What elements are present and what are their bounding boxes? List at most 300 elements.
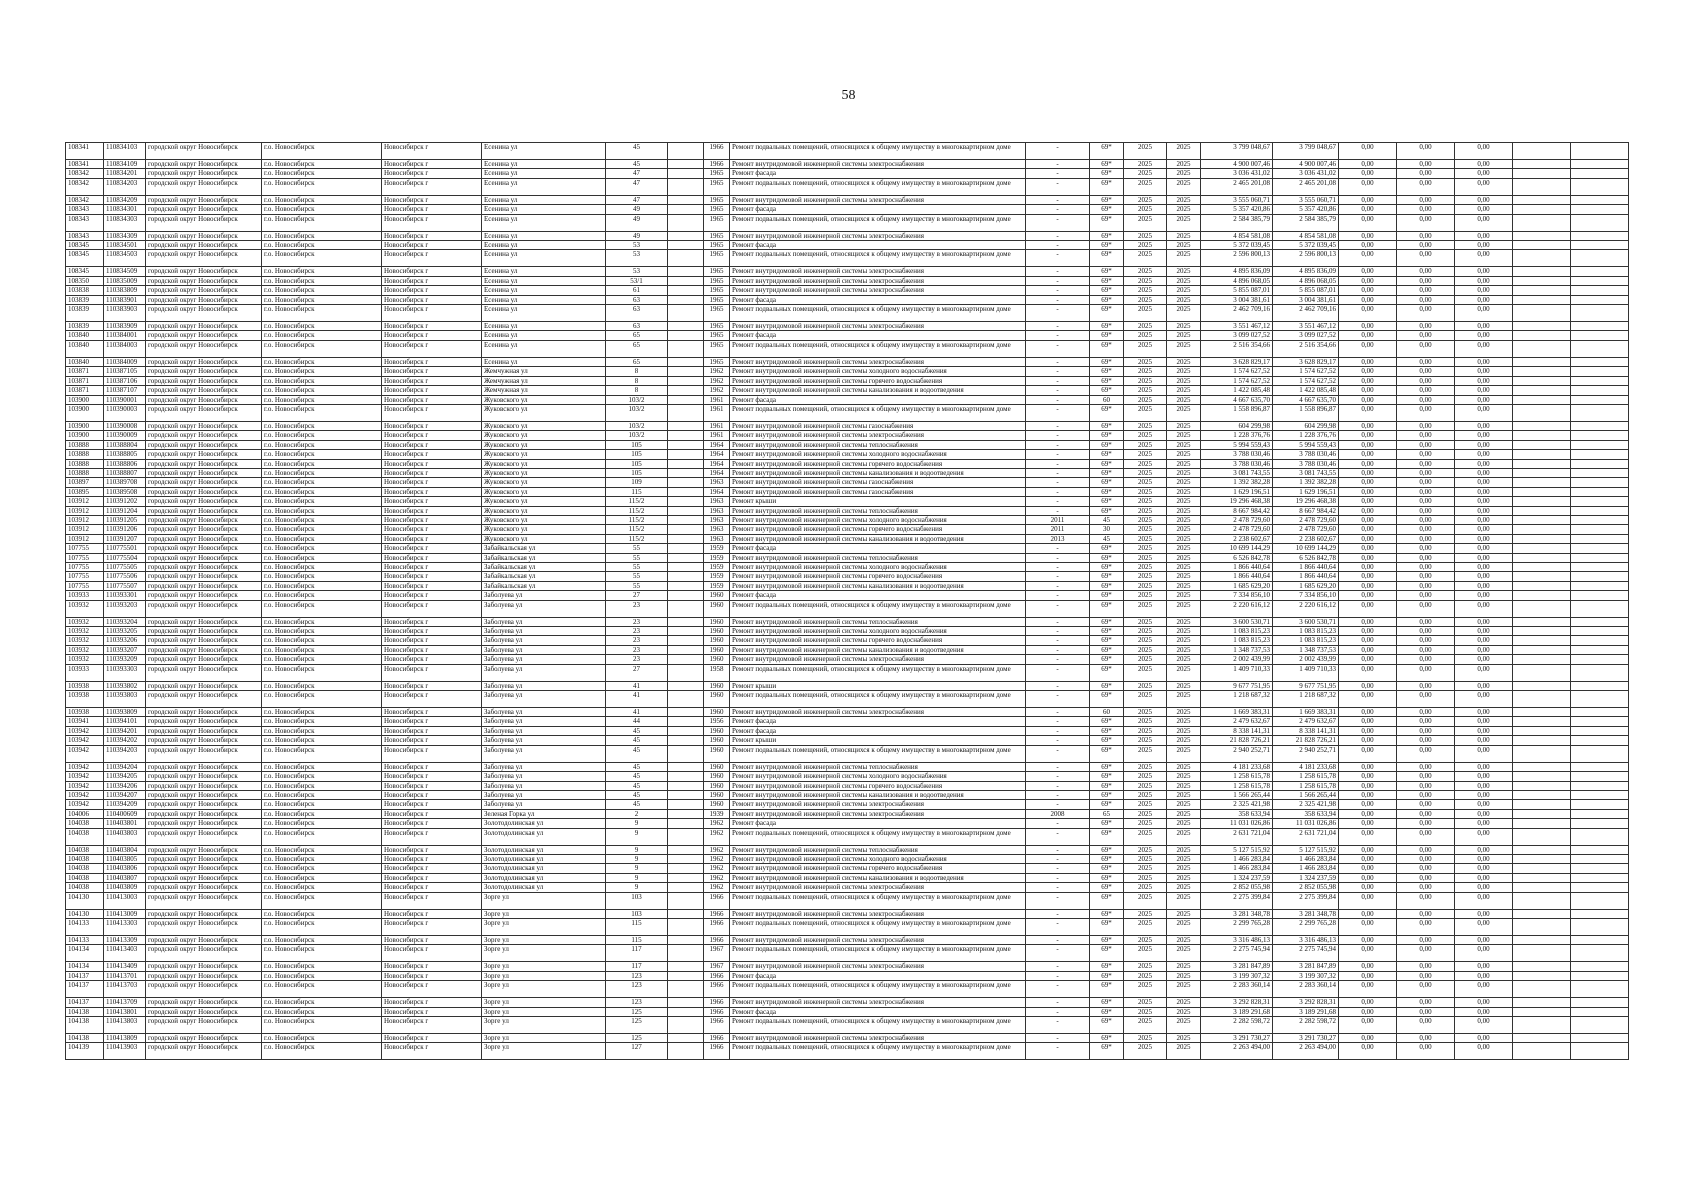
cell-work-id: 110394205 bbox=[104, 772, 146, 781]
cell-house-id: 103941 bbox=[66, 717, 104, 726]
cell-regional-funds: 0,00 bbox=[1397, 487, 1455, 496]
cell-local-funds: 0,00 bbox=[1455, 781, 1513, 790]
cell-house-id: 103912 bbox=[66, 515, 104, 524]
cell-federal-funds: 0,00 bbox=[1339, 945, 1397, 962]
cell-extra-col-1 bbox=[1513, 627, 1571, 636]
cell-locality: Новосибирск г bbox=[382, 962, 482, 971]
cell-work-type: Ремонт внутридомовой инженерной системы газоснабжения bbox=[730, 478, 1026, 487]
cell-extra-col-1 bbox=[1513, 1007, 1571, 1016]
cell-street: Зорге ул bbox=[482, 892, 606, 909]
cell-house-id: 104138 bbox=[66, 1017, 104, 1034]
cell-municipal-district: городской округ Новосибирск bbox=[146, 468, 262, 477]
cell-street: Забайкальская ул bbox=[482, 581, 606, 590]
cell-last-repair-year: - bbox=[1026, 828, 1090, 845]
cell-total-cost: 21 828 726,21 bbox=[1201, 736, 1273, 745]
cell-local-funds: 0,00 bbox=[1455, 627, 1513, 636]
cell-plan-start: 2025 bbox=[1124, 340, 1167, 357]
cell-building bbox=[668, 909, 704, 918]
cell-regional-funds: 0,00 bbox=[1397, 854, 1455, 863]
cell-building bbox=[668, 736, 704, 745]
cell-total-cost: 3 788 030,46 bbox=[1201, 450, 1273, 459]
table-row bbox=[66, 376, 1629, 385]
table-row bbox=[66, 918, 1629, 935]
cell-wear-percent: 69* bbox=[1090, 367, 1124, 376]
cell-extra-col-1 bbox=[1513, 250, 1571, 267]
cell-wear-percent: 69* bbox=[1090, 357, 1124, 366]
cell-plan-end: 2025 bbox=[1167, 971, 1201, 980]
cell-plan-start: 2025 bbox=[1124, 845, 1167, 854]
cell-plan-start: 2025 bbox=[1124, 873, 1167, 882]
cell-year-built: 1966 bbox=[704, 1007, 730, 1016]
cell-locality: Новосибирск г bbox=[382, 395, 482, 404]
cell-extra-col-2 bbox=[1571, 250, 1629, 267]
cell-plan-end: 2025 bbox=[1167, 681, 1201, 690]
cell-wear-percent: 69* bbox=[1090, 376, 1124, 385]
table-row bbox=[66, 883, 1629, 892]
cell-street: Заболуева ул bbox=[482, 664, 606, 681]
cell-municipal-district: городской округ Новосибирск bbox=[146, 945, 262, 962]
cell-year-built: 1960 bbox=[704, 790, 730, 799]
cell-work-type: Ремонт подвальных помещений, относящихся к общему имуществу в многоквартирном доме bbox=[730, 214, 1026, 231]
cell-federal-funds: 0,00 bbox=[1339, 431, 1397, 440]
cell-street: Есенина ул bbox=[482, 357, 606, 366]
cell-extra-col-1 bbox=[1513, 998, 1571, 1007]
cell-total-cost: 4 667 635,70 bbox=[1201, 395, 1273, 404]
table-row bbox=[66, 636, 1629, 645]
cell-regional-funds: 0,00 bbox=[1397, 655, 1455, 664]
cell-street: Заболуева ул bbox=[482, 717, 606, 726]
cell-extra-col-2 bbox=[1571, 819, 1629, 828]
cell-federal-funds: 0,00 bbox=[1339, 636, 1397, 645]
cell-plan-end: 2025 bbox=[1167, 617, 1201, 626]
cell-local-funds: 0,00 bbox=[1455, 295, 1513, 304]
cell-last-repair-year: - bbox=[1026, 883, 1090, 892]
cell-year-built: 1962 bbox=[704, 854, 730, 863]
cell-extra-col-2 bbox=[1571, 214, 1629, 231]
cell-extra-col-2 bbox=[1571, 421, 1629, 430]
cell-extra-col-1 bbox=[1513, 809, 1571, 818]
cell-total-cost: 1 574 627,52 bbox=[1201, 376, 1273, 385]
cell-house-id: 103840 bbox=[66, 340, 104, 357]
cell-year-built: 1962 bbox=[704, 873, 730, 882]
cell-work-id: 110413903 bbox=[104, 1043, 146, 1060]
cell-year-built: 1965 bbox=[704, 276, 730, 285]
cell-settlement: г.о. Новосибирск bbox=[262, 717, 382, 726]
cell-locality: Новосибирск г bbox=[382, 169, 482, 178]
cell-house-number: 49 bbox=[606, 231, 668, 240]
cell-total-cost: 2 462 709,16 bbox=[1201, 305, 1273, 322]
cell-locality: Новосибирск г bbox=[382, 459, 482, 468]
cell-settlement: г.о. Новосибирск bbox=[262, 581, 382, 590]
table-row bbox=[66, 726, 1629, 735]
cell-fund-cost: 2 282 598,72 bbox=[1273, 1017, 1339, 1034]
cell-house-number: 65 bbox=[606, 357, 668, 366]
cell-total-cost: 3 081 743,55 bbox=[1201, 468, 1273, 477]
cell-house-number: 41 bbox=[606, 681, 668, 690]
cell-work-type: Ремонт внутридомовой инженерной системы горячего водоснабжения bbox=[730, 525, 1026, 534]
cell-street: Жемчужная ул bbox=[482, 376, 606, 385]
cell-last-repair-year: - bbox=[1026, 845, 1090, 854]
cell-regional-funds: 0,00 bbox=[1397, 935, 1455, 944]
cell-local-funds: 0,00 bbox=[1455, 981, 1513, 998]
cell-last-repair-year: - bbox=[1026, 909, 1090, 918]
cell-work-type: Ремонт подвальных помещений, относящихся к общему имуществу в многоквартирном доме bbox=[730, 981, 1026, 998]
cell-house-number: 115/2 bbox=[606, 497, 668, 506]
cell-municipal-district: городской округ Новосибирск bbox=[146, 459, 262, 468]
cell-locality: Новосибирск г bbox=[382, 998, 482, 1007]
cell-last-repair-year: - bbox=[1026, 267, 1090, 276]
cell-locality: Новосибирск г bbox=[382, 450, 482, 459]
cell-house-number: 105 bbox=[606, 450, 668, 459]
cell-building bbox=[668, 873, 704, 882]
cell-regional-funds: 0,00 bbox=[1397, 478, 1455, 487]
cell-plan-start: 2025 bbox=[1124, 909, 1167, 918]
cell-locality: Новосибирск г bbox=[382, 809, 482, 818]
cell-regional-funds: 0,00 bbox=[1397, 617, 1455, 626]
cell-locality: Новосибирск г bbox=[382, 305, 482, 322]
cell-regional-funds: 0,00 bbox=[1397, 998, 1455, 1007]
cell-year-built: 1960 bbox=[704, 745, 730, 762]
cell-extra-col-1 bbox=[1513, 160, 1571, 169]
cell-extra-col-1 bbox=[1513, 143, 1571, 160]
cell-settlement: г.о. Новосибирск bbox=[262, 935, 382, 944]
cell-year-built: 1965 bbox=[704, 195, 730, 204]
cell-last-repair-year: - bbox=[1026, 664, 1090, 681]
cell-work-type: Ремонт внутридомовой инженерной системы горячего водоснабжения bbox=[730, 376, 1026, 385]
cell-extra-col-1 bbox=[1513, 845, 1571, 854]
cell-extra-col-1 bbox=[1513, 267, 1571, 276]
cell-plan-start: 2025 bbox=[1124, 544, 1167, 553]
cell-street: Заболуева ул bbox=[482, 781, 606, 790]
cell-building bbox=[668, 745, 704, 762]
cell-work-type: Ремонт внутридомовой инженерной системы канализования и водоотведения bbox=[730, 645, 1026, 654]
cell-locality: Новосибирск г bbox=[382, 600, 482, 617]
cell-settlement: г.о. Новосибирск bbox=[262, 395, 382, 404]
cell-last-repair-year: - bbox=[1026, 617, 1090, 626]
cell-regional-funds: 0,00 bbox=[1397, 440, 1455, 449]
cell-municipal-district: городской округ Новосибирск bbox=[146, 478, 262, 487]
cell-work-id: 110387105 bbox=[104, 367, 146, 376]
cell-total-cost: 1 466 283,84 bbox=[1201, 864, 1273, 873]
cell-plan-end: 2025 bbox=[1167, 781, 1201, 790]
cell-plan-start: 2025 bbox=[1124, 241, 1167, 250]
table-row bbox=[66, 800, 1629, 809]
cell-building bbox=[668, 883, 704, 892]
cell-regional-funds: 0,00 bbox=[1397, 1043, 1455, 1060]
cell-fund-cost: 5 994 559,43 bbox=[1273, 440, 1339, 449]
table-row bbox=[66, 367, 1629, 376]
cell-house-id: 104038 bbox=[66, 883, 104, 892]
cell-extra-col-1 bbox=[1513, 745, 1571, 762]
cell-street: Забайкальская ул bbox=[482, 563, 606, 572]
cell-fund-cost: 3 316 486,13 bbox=[1273, 935, 1339, 944]
cell-year-built: 1965 bbox=[704, 169, 730, 178]
cell-fund-cost: 2 002 439,99 bbox=[1273, 655, 1339, 664]
cell-locality: Новосибирск г bbox=[382, 534, 482, 543]
cell-street: Заболуева ул bbox=[482, 790, 606, 799]
cell-extra-col-2 bbox=[1571, 376, 1629, 385]
cell-federal-funds: 0,00 bbox=[1339, 809, 1397, 818]
cell-locality: Новосибирск г bbox=[382, 664, 482, 681]
cell-building bbox=[668, 331, 704, 340]
cell-wear-percent: 69* bbox=[1090, 962, 1124, 971]
cell-wear-percent: 69* bbox=[1090, 544, 1124, 553]
cell-fund-cost: 1 324 237,59 bbox=[1273, 873, 1339, 882]
cell-extra-col-1 bbox=[1513, 971, 1571, 980]
cell-plan-end: 2025 bbox=[1167, 873, 1201, 882]
cell-locality: Новосибирск г bbox=[382, 563, 482, 572]
cell-house-number: 125 bbox=[606, 1007, 668, 1016]
cell-house-number: 115/2 bbox=[606, 506, 668, 515]
cell-federal-funds: 0,00 bbox=[1339, 214, 1397, 231]
cell-federal-funds: 0,00 bbox=[1339, 459, 1397, 468]
cell-house-number: 9 bbox=[606, 845, 668, 854]
cell-regional-funds: 0,00 bbox=[1397, 421, 1455, 430]
cell-extra-col-1 bbox=[1513, 655, 1571, 664]
cell-local-funds: 0,00 bbox=[1455, 450, 1513, 459]
table-row bbox=[66, 581, 1629, 590]
cell-work-type: Ремонт фасада bbox=[730, 295, 1026, 304]
cell-house-number: 23 bbox=[606, 655, 668, 664]
cell-federal-funds: 0,00 bbox=[1339, 340, 1397, 357]
cell-building bbox=[668, 305, 704, 322]
cell-last-repair-year: 2011 bbox=[1026, 515, 1090, 524]
cell-total-cost: 1 083 815,23 bbox=[1201, 627, 1273, 636]
cell-local-funds: 0,00 bbox=[1455, 600, 1513, 617]
cell-federal-funds: 0,00 bbox=[1339, 617, 1397, 626]
cell-house-number: 127 bbox=[606, 1043, 668, 1060]
cell-regional-funds: 0,00 bbox=[1397, 506, 1455, 515]
cell-year-built: 1966 bbox=[704, 909, 730, 918]
cell-fund-cost: 1 083 815,23 bbox=[1273, 627, 1339, 636]
cell-street: Зорге ул bbox=[482, 909, 606, 918]
cell-plan-end: 2025 bbox=[1167, 367, 1201, 376]
cell-wear-percent: 69* bbox=[1090, 971, 1124, 980]
cell-wear-percent: 30 bbox=[1090, 525, 1124, 534]
cell-house-number: 23 bbox=[606, 600, 668, 617]
cell-building bbox=[668, 534, 704, 543]
cell-extra-col-2 bbox=[1571, 600, 1629, 617]
cell-settlement: г.о. Новосибирск bbox=[262, 295, 382, 304]
cell-work-type: Ремонт подвальных помещений, относящихся к общему имуществу в многоквартирном доме bbox=[730, 892, 1026, 909]
cell-work-type: Ремонт внутридомовой инженерной системы теплоснабжения bbox=[730, 845, 1026, 854]
cell-settlement: г.о. Новосибирск bbox=[262, 909, 382, 918]
cell-extra-col-1 bbox=[1513, 195, 1571, 204]
cell-last-repair-year: - bbox=[1026, 918, 1090, 935]
cell-settlement: г.о. Новосибирск bbox=[262, 828, 382, 845]
cell-extra-col-2 bbox=[1571, 515, 1629, 524]
cell-fund-cost: 358 633,94 bbox=[1273, 809, 1339, 818]
cell-work-type: Ремонт крыши bbox=[730, 681, 1026, 690]
cell-last-repair-year: - bbox=[1026, 487, 1090, 496]
cell-house-id: 103942 bbox=[66, 745, 104, 762]
table-row bbox=[66, 762, 1629, 771]
cell-total-cost: 3 628 829,17 bbox=[1201, 357, 1273, 366]
cell-federal-funds: 0,00 bbox=[1339, 790, 1397, 799]
cell-plan-start: 2025 bbox=[1124, 214, 1167, 231]
cell-building bbox=[668, 681, 704, 690]
cell-house-number: 47 bbox=[606, 169, 668, 178]
cell-house-number: 53 bbox=[606, 267, 668, 276]
cell-municipal-district: городской округ Новосибирск bbox=[146, 515, 262, 524]
cell-house-number: 45 bbox=[606, 736, 668, 745]
cell-building bbox=[668, 691, 704, 708]
cell-house-number: 45 bbox=[606, 800, 668, 809]
cell-last-repair-year: - bbox=[1026, 726, 1090, 735]
cell-building bbox=[668, 160, 704, 169]
cell-wear-percent: 69* bbox=[1090, 421, 1124, 430]
cell-house-number: 55 bbox=[606, 553, 668, 562]
cell-plan-end: 2025 bbox=[1167, 883, 1201, 892]
cell-last-repair-year: - bbox=[1026, 971, 1090, 980]
cell-municipal-district: городской округ Новосибирск bbox=[146, 935, 262, 944]
cell-street: Зорге ул bbox=[482, 1017, 606, 1034]
cell-total-cost: 604 299,98 bbox=[1201, 421, 1273, 430]
cell-wear-percent: 69* bbox=[1090, 600, 1124, 617]
cell-settlement: г.о. Новосибирск bbox=[262, 544, 382, 553]
cell-regional-funds: 0,00 bbox=[1397, 600, 1455, 617]
cell-municipal-district: городской округ Новосибирск bbox=[146, 772, 262, 781]
cell-extra-col-2 bbox=[1571, 169, 1629, 178]
cell-municipal-district: городской округ Новосибирск bbox=[146, 431, 262, 440]
cell-plan-end: 2025 bbox=[1167, 478, 1201, 487]
cell-total-cost: 2 325 421,98 bbox=[1201, 800, 1273, 809]
cell-settlement: г.о. Новосибирск bbox=[262, 357, 382, 366]
cell-building bbox=[668, 726, 704, 735]
cell-federal-funds: 0,00 bbox=[1339, 726, 1397, 735]
cell-extra-col-1 bbox=[1513, 478, 1571, 487]
cell-plan-end: 2025 bbox=[1167, 421, 1201, 430]
cell-regional-funds: 0,00 bbox=[1397, 553, 1455, 562]
cell-extra-col-1 bbox=[1513, 600, 1571, 617]
cell-settlement: г.о. Новосибирск bbox=[262, 563, 382, 572]
cell-building bbox=[668, 664, 704, 681]
cell-work-id: 110390008 bbox=[104, 421, 146, 430]
cell-last-repair-year: - bbox=[1026, 998, 1090, 1007]
cell-extra-col-1 bbox=[1513, 581, 1571, 590]
cell-extra-col-1 bbox=[1513, 450, 1571, 459]
cell-year-built: 1966 bbox=[704, 143, 730, 160]
cell-federal-funds: 0,00 bbox=[1339, 600, 1397, 617]
cell-local-funds: 0,00 bbox=[1455, 962, 1513, 971]
cell-work-type: Ремонт внутридомовой инженерной системы теплоснабжения bbox=[730, 617, 1026, 626]
cell-settlement: г.о. Новосибирск bbox=[262, 214, 382, 231]
cell-regional-funds: 0,00 bbox=[1397, 945, 1455, 962]
cell-extra-col-1 bbox=[1513, 1034, 1571, 1043]
cell-year-built: 1959 bbox=[704, 553, 730, 562]
cell-extra-col-1 bbox=[1513, 1017, 1571, 1034]
cell-settlement: г.о. Новосибирск bbox=[262, 241, 382, 250]
cell-house-id: 103942 bbox=[66, 726, 104, 735]
cell-last-repair-year: - bbox=[1026, 231, 1090, 240]
cell-work-id: 110393803 bbox=[104, 691, 146, 708]
cell-plan-start: 2025 bbox=[1124, 276, 1167, 285]
cell-last-repair-year: - bbox=[1026, 600, 1090, 617]
cell-local-funds: 0,00 bbox=[1455, 854, 1513, 863]
cell-street: Зорге ул bbox=[482, 1007, 606, 1016]
table-row bbox=[66, 1017, 1629, 1034]
cell-house-id: 104038 bbox=[66, 854, 104, 863]
cell-local-funds: 0,00 bbox=[1455, 205, 1513, 214]
cell-plan-end: 2025 bbox=[1167, 250, 1201, 267]
cell-locality: Новосибирск г bbox=[382, 645, 482, 654]
cell-federal-funds: 0,00 bbox=[1339, 267, 1397, 276]
cell-fund-cost: 2 283 360,14 bbox=[1273, 981, 1339, 998]
cell-last-repair-year: - bbox=[1026, 1043, 1090, 1060]
cell-plan-start: 2025 bbox=[1124, 981, 1167, 998]
cell-house-id: 104134 bbox=[66, 962, 104, 971]
cell-extra-col-2 bbox=[1571, 357, 1629, 366]
cell-year-built: 1964 bbox=[704, 459, 730, 468]
cell-street: Заболуева ул bbox=[482, 681, 606, 690]
cell-settlement: г.о. Новосибирск bbox=[262, 864, 382, 873]
cell-fund-cost: 2 275 745,94 bbox=[1273, 945, 1339, 962]
cell-locality: Новосибирск г bbox=[382, 935, 482, 944]
cell-municipal-district: городской округ Новосибирск bbox=[146, 681, 262, 690]
cell-last-repair-year: - bbox=[1026, 945, 1090, 962]
cell-plan-start: 2025 bbox=[1124, 267, 1167, 276]
cell-municipal-district: городской округ Новосибирск bbox=[146, 828, 262, 845]
cell-federal-funds: 0,00 bbox=[1339, 250, 1397, 267]
cell-total-cost: 8 338 141,31 bbox=[1201, 726, 1273, 735]
cell-plan-start: 2025 bbox=[1124, 160, 1167, 169]
cell-work-id: 110834303 bbox=[104, 214, 146, 231]
cell-total-cost: 3 291 730,27 bbox=[1201, 1034, 1273, 1043]
cell-federal-funds: 0,00 bbox=[1339, 468, 1397, 477]
cell-last-repair-year: - bbox=[1026, 935, 1090, 944]
cell-locality: Новосибирск г bbox=[382, 681, 482, 690]
cell-year-built: 1967 bbox=[704, 945, 730, 962]
cell-extra-col-2 bbox=[1571, 736, 1629, 745]
cell-work-type: Ремонт подвальных помещений, относящихся к общему имуществу в многоквартирном доме bbox=[730, 600, 1026, 617]
cell-federal-funds: 0,00 bbox=[1339, 591, 1397, 600]
cell-street: Золотодолинская ул bbox=[482, 845, 606, 854]
cell-regional-funds: 0,00 bbox=[1397, 450, 1455, 459]
cell-house-number: 23 bbox=[606, 627, 668, 636]
cell-work-id: 110388807 bbox=[104, 468, 146, 477]
cell-regional-funds: 0,00 bbox=[1397, 627, 1455, 636]
cell-house-number: 123 bbox=[606, 998, 668, 1007]
cell-municipal-district: городской округ Новосибирск bbox=[146, 340, 262, 357]
cell-plan-start: 2025 bbox=[1124, 497, 1167, 506]
cell-year-built: 1966 bbox=[704, 1034, 730, 1043]
table-row bbox=[66, 909, 1629, 918]
cell-plan-end: 2025 bbox=[1167, 459, 1201, 468]
cell-federal-funds: 0,00 bbox=[1339, 440, 1397, 449]
cell-fund-cost: 1 574 627,52 bbox=[1273, 367, 1339, 376]
cell-work-type: Ремонт внутридомовой инженерной системы электроснабжения bbox=[730, 962, 1026, 971]
cell-year-built: 1965 bbox=[704, 357, 730, 366]
cell-last-repair-year: - bbox=[1026, 819, 1090, 828]
cell-locality: Новосибирск г bbox=[382, 421, 482, 430]
cell-settlement: г.о. Новосибирск bbox=[262, 772, 382, 781]
cell-extra-col-2 bbox=[1571, 800, 1629, 809]
cell-total-cost: 2 263 494,00 bbox=[1201, 1043, 1273, 1060]
cell-house-id: 103871 bbox=[66, 386, 104, 395]
table-row bbox=[66, 854, 1629, 863]
cell-plan-end: 2025 bbox=[1167, 440, 1201, 449]
cell-work-type: Ремонт внутридомовой инженерной системы электроснабжения bbox=[730, 357, 1026, 366]
cell-house-id: 103888 bbox=[66, 450, 104, 459]
cell-extra-col-1 bbox=[1513, 572, 1571, 581]
cell-extra-col-2 bbox=[1571, 205, 1629, 214]
cell-extra-col-1 bbox=[1513, 395, 1571, 404]
cell-last-repair-year: - bbox=[1026, 295, 1090, 304]
cell-locality: Новосибирск г bbox=[382, 506, 482, 515]
cell-work-id: 110383901 bbox=[104, 295, 146, 304]
cell-building bbox=[668, 600, 704, 617]
cell-plan-start: 2025 bbox=[1124, 655, 1167, 664]
